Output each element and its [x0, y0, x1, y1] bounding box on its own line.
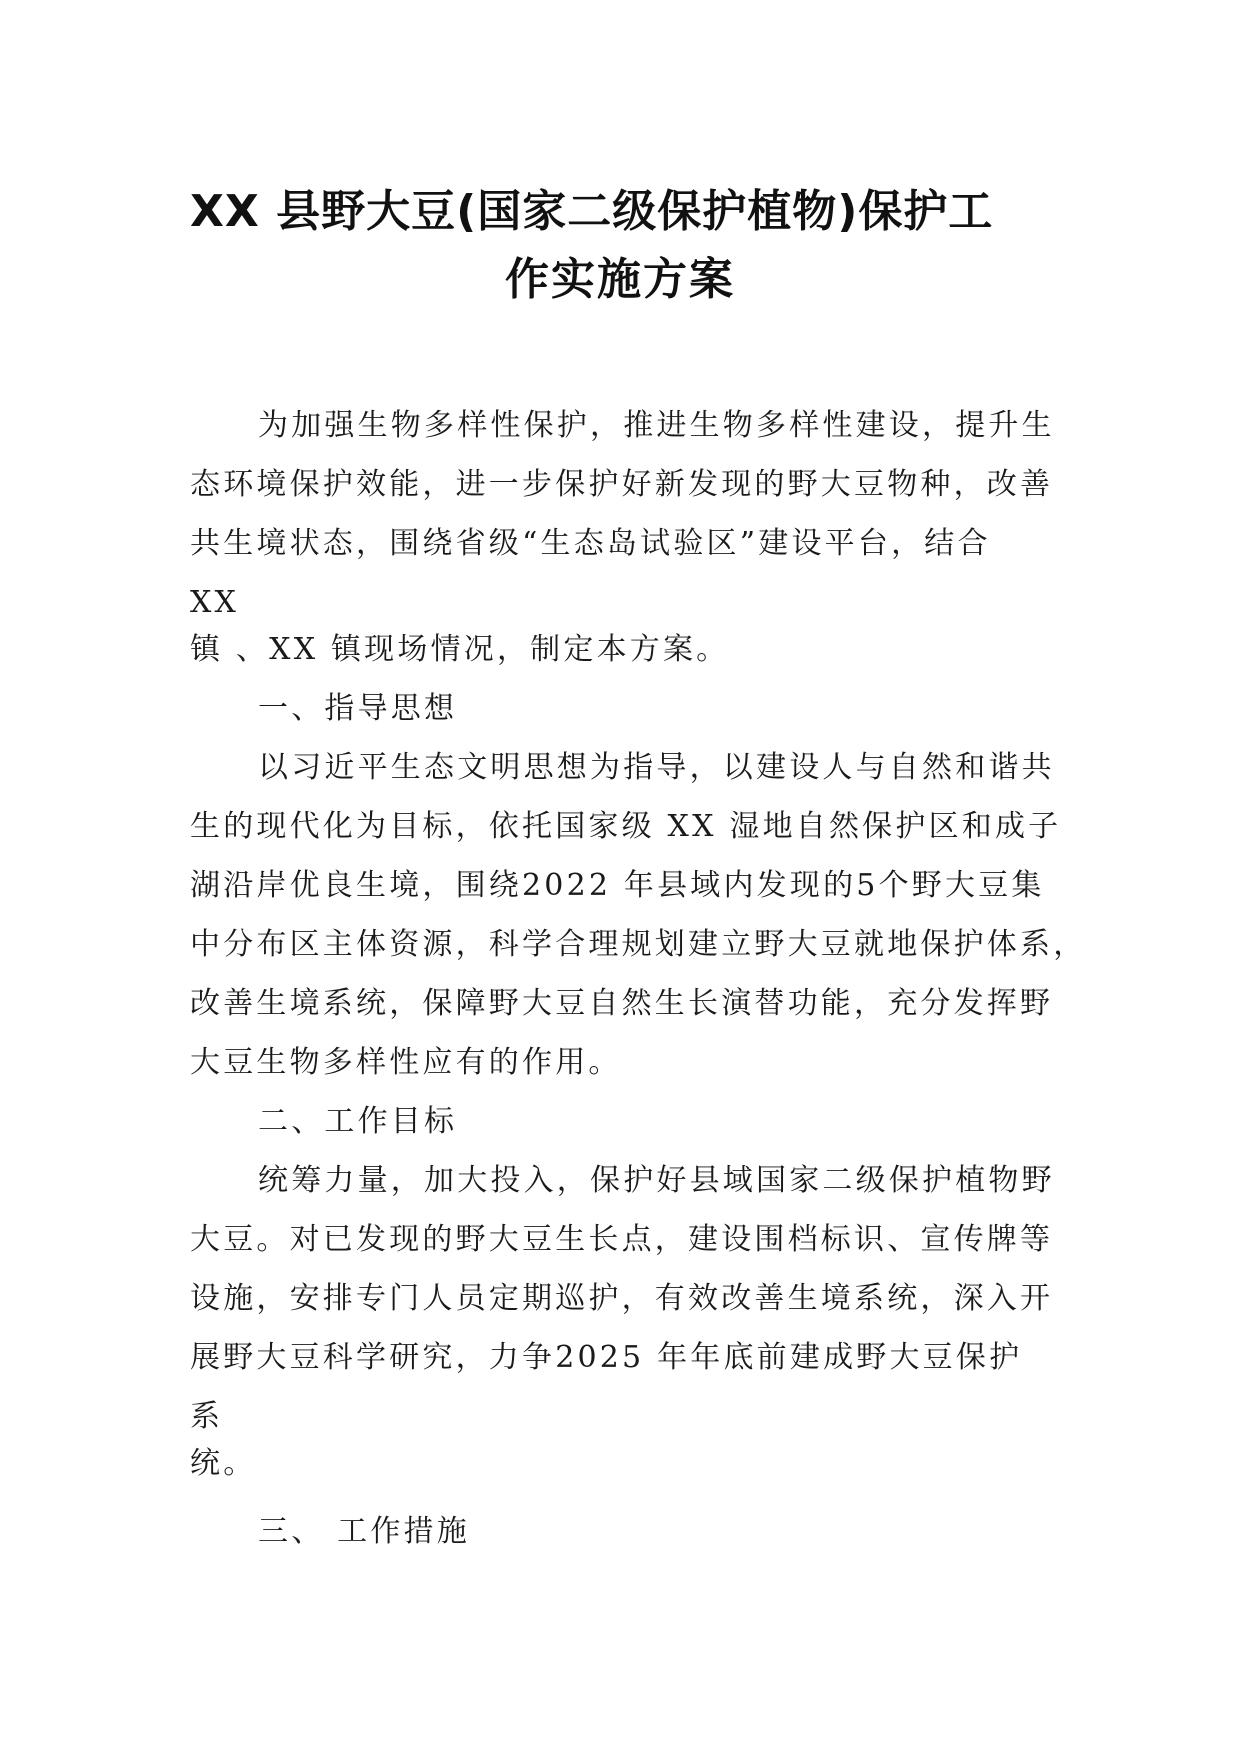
document-title-line-1: XX 县野大豆(国家二级保护植物)保护工	[190, 186, 994, 237]
section-1-line: 改善生境系统，保障野大豆自然生长演替功能，充分发挥野	[190, 986, 1054, 1021]
intro-line: XX	[190, 585, 240, 620]
section-1-line: 以习近平生态文明思想为指导，以建设人与自然和谐共	[258, 750, 1055, 785]
section-1-heading: 一、指导思想	[258, 691, 458, 726]
intro-line: 共生境状态，围绕省级“生态岛试验区”建设平台，结合	[190, 526, 991, 561]
intro-line: 镇 、XX 镇现场情况，制定本方案。	[190, 632, 730, 667]
document-title-line-2: 作实施方案	[505, 254, 735, 305]
section-2-line: 统筹力量，加大投入，保护好县域国家二级保护植物野	[258, 1163, 1055, 1198]
intro-line: 态环境保护效能，进一步保护好新发现的野大豆物种，改善	[190, 467, 1054, 502]
section-2-heading: 二、工作目标	[258, 1104, 458, 1139]
section-1-line: 湖沿岸优良生境，围绕2022 年县域内发现的5个野大豆集	[190, 868, 1045, 903]
section-3-heading: 三、 工作措施	[258, 1514, 470, 1549]
section-2-line: 展野大豆科学研究，力争2025 年年底前建成野大豆保护	[190, 1340, 1023, 1375]
section-1-line: 大豆生物多样性应有的作用。	[190, 1045, 622, 1080]
intro-line: 为加强生物多样性保护，推进生物多样性建设，提升生	[258, 408, 1055, 443]
section-2-line: 大豆。对已发现的野大豆生长点，建设围档标识、宣传牌等	[190, 1222, 1054, 1257]
section-1-line: 生的现代化为目标，依托国家级 XX 湿地自然保护区和成子	[190, 809, 1062, 844]
section-1-line: 中分布区主体资源，科学合理规划建立野大豆就地保护体系，	[190, 927, 1087, 962]
section-2-line: 设施，安排专门人员定期巡护，有效改善生境系统，深入开	[190, 1281, 1054, 1316]
section-2-line: 系	[190, 1399, 224, 1434]
section-2-line: 统。	[190, 1446, 257, 1481]
